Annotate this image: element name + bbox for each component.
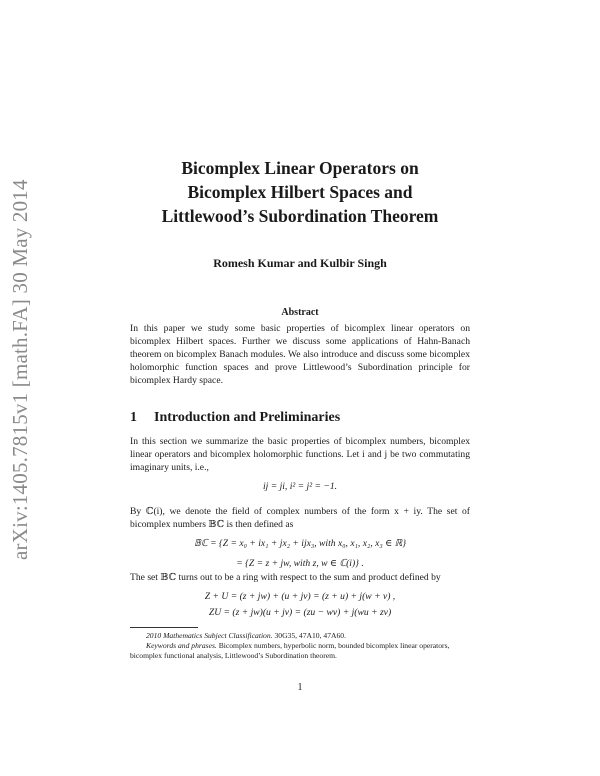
paragraph-intro: In this section we summarize the basic properties of bicomplex numbers, bicomplex linear operators and bicomplex holomorphic functions. Let i and j be two commutating imaginary units, i.e., <box>130 436 470 473</box>
paper-title <box>100 156 500 228</box>
arxiv-stamp: arXiv:1405.7815v1 [math.FA] 30 May 2014 <box>8 179 32 560</box>
msc-codes: 30G35, 47A10, 47A60. <box>274 631 346 640</box>
title-line-2: Bicomplex Hilbert Spaces and <box>187 182 413 202</box>
footnote-msc <box>146 631 470 641</box>
paragraph-field: By ℂ(i), we denote the field of complex numbers of the form x + iy. The set of bicomplex numbers 𝔹ℂ is then defined as <box>130 506 470 530</box>
section-heading <box>130 410 340 426</box>
footnote-keywords <box>130 641 470 661</box>
section-number: 1 <box>130 410 137 425</box>
title-line-1: Bicomplex Linear Operators on <box>181 158 419 178</box>
equation-units: ij = ji, i² = j² = −1. <box>262 481 338 492</box>
equation-product: ZU = (z + jw)(u + jv) = (zu − wv) + j(wu + zv) <box>208 607 392 618</box>
equation-bicomplex-set: 𝔹ℂ = {Z = x₀ + ix₁ + jx₂ + ijx₃, with x₀, x₁, x₂, x₃ ∈ ℝ} <box>193 538 407 549</box>
page-number: 1 <box>297 682 303 693</box>
equation-sum: Z + U = (z + jw) + (u + jv) = (z + u) + j(w + v) , <box>204 591 396 602</box>
paragraph-ring: The set 𝔹ℂ turns out to be a ring with respect to the sum and product defined by <box>130 572 441 583</box>
equation-bicomplex-form: = {Z = z + jw, with z, w ∈ ℂ(i)} . <box>236 558 364 569</box>
authors: Romesh Kumar and Kulbir Singh <box>213 256 387 270</box>
keywords-label: Keywords and phrases. <box>146 641 217 650</box>
msc-label: 2010 Mathematics Subject Classification. <box>146 631 273 640</box>
keywords-text: Bicomplex numbers, hyperbolic norm, bounded bicomplex linear operators, bicomplex functional analysis, Littlewood’s Subordination theorem. <box>130 641 450 660</box>
abstract-text: In this paper we study some basic properties of bicomplex linear operators on bicomplex Hilbert spaces. Further we discuss some applications of Hahn-Banach theorem on bicomplex Banach modules. We also introduce and discuss some bicomplex holomorphic function spaces and prove Littlewood’s Subordination principle for bicomplex Hardy space. <box>130 323 470 386</box>
title-line-3: Littlewood’s Subordination Theorem <box>161 206 439 226</box>
section-title: Introduction and Preliminaries <box>154 410 341 425</box>
abstract-heading: Abstract <box>281 307 319 318</box>
footnote-rule <box>130 627 198 628</box>
